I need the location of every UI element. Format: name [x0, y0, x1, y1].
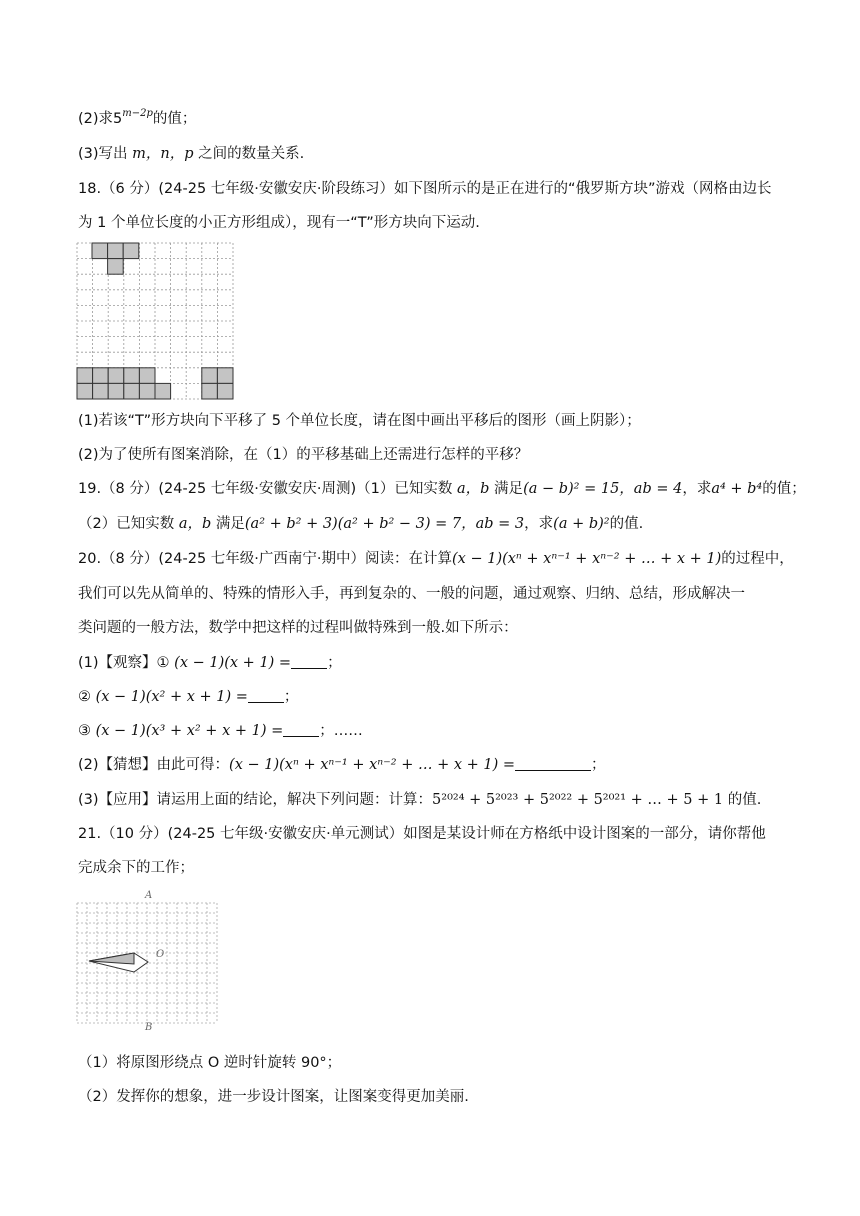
q20-observe-expr-1: (x − 1)(x + 1) =	[174, 655, 292, 671]
semicolon: ；	[327, 655, 342, 671]
filled-block	[202, 368, 218, 384]
q17-item3-post: 之间的数量关系.	[193, 146, 305, 162]
answer-blank	[291, 654, 327, 669]
q19-l2-expression: (a + b)²	[553, 516, 610, 532]
filled-block	[217, 368, 233, 384]
q20-line2: 我们可以先从简单的、特殊的情形入手，再到复杂的、一般的问题，通过观察、归纳、总结，形成解决一	[78, 586, 745, 602]
q19-l2-vars: a，b	[178, 516, 212, 532]
q21-sub1: （1）将原图形绕点 O 逆时针旋转 90°；	[78, 1055, 342, 1071]
q19-l1-vars: a，b	[457, 481, 490, 497]
filled-block	[124, 368, 140, 384]
q20-apply-text-a: (3)【应用】请运用上面的结论，解决下列问题：计算：	[78, 792, 433, 808]
q17-item3-pre: (3)写出	[78, 146, 133, 162]
q17-item2-exponent: m−2p	[122, 108, 153, 119]
q21-stem-line2: 完成余下的工作；	[78, 860, 194, 876]
q20-l1-text-b: 的过程中，	[721, 551, 794, 567]
q18-sub1: (1)若该“T”形方块向下平移了 5 个单位长度，请在图中画出平移后的图形（画上阴影）；	[78, 413, 641, 429]
q20-l1-text-a: 20.（8 分）(24-25 七年级·广西南宁·期中）阅读：在计算	[78, 551, 453, 567]
q17-item3-vars: m，n，p	[132, 146, 194, 162]
q19-l2-text-a: （2）已知实数	[78, 516, 179, 532]
q19-l1-text-b: 满足	[489, 481, 524, 497]
q20-apply-expression: 5²⁰²⁴ + 5²⁰²³ + 5²⁰²² + 5²⁰²¹ + … + 5 + 1	[432, 792, 724, 808]
q21-sub2: （2）发挥你的想象，进一步设计图案，让图案变得更加美丽.	[78, 1089, 469, 1105]
kite-shape	[89, 953, 148, 972]
filled-block	[155, 383, 171, 399]
q21-stem-line1: 21.（10 分）(24-25 七年级·安徽安庆·单元测试）如图是某设计师在方格纸中设计图案的一部分，请你帮他	[78, 826, 766, 842]
label-b: B	[145, 1022, 153, 1033]
q20-line1	[78, 549, 794, 569]
q20-observe-2	[78, 687, 298, 707]
q17-item2-post: 的值；	[152, 111, 197, 127]
answer-blank	[515, 756, 591, 771]
q20-observe-expr-2: (x − 1)(x² + x + 1) =	[95, 689, 248, 705]
answer-blank	[248, 688, 284, 703]
q20-l1-expression: (x − 1)(xⁿ + xⁿ⁻¹ + xⁿ⁻² + … + x + 1)	[452, 551, 722, 567]
filled-block	[139, 383, 155, 399]
label-o: O	[156, 949, 165, 960]
q19-line1	[78, 479, 806, 499]
q20-line3: 类问题的一般方法，数学中把这样的过程叫做特殊到一般.如下所示：	[78, 620, 518, 636]
semicolon: ；	[283, 689, 299, 705]
q19-l1-text-c: ，求	[682, 481, 712, 497]
q20-guess	[78, 755, 606, 775]
filled-block	[93, 383, 109, 399]
q19-l1-equation: (a − b)² = 15，ab = 4	[523, 481, 683, 497]
design-grid-figure	[76, 902, 222, 1024]
q19-l2-text-b: 满足	[211, 516, 245, 532]
q18-sub2: (2)为了使所有图案消除，在（1）的平移基础上还需进行怎样的平移？	[78, 447, 529, 463]
q17-item3	[78, 144, 304, 164]
filled-block	[139, 368, 155, 384]
q19-line2	[78, 514, 643, 534]
t-shape-block	[92, 243, 139, 274]
q20-observe-3	[78, 721, 363, 741]
q18-stem-line1: 18.（6 分）(24-25 七年级·安徽安庆·阶段练习）如下图所示的是正在进行的“俄罗斯方块”游戏（网格由边长	[78, 181, 772, 197]
tetris-grid-figure	[76, 242, 236, 400]
filled-block	[77, 383, 93, 399]
filled-block	[93, 368, 109, 384]
q17-item2-pre: (2)求5	[78, 111, 123, 127]
q20-guess-label: (2)【猜想】由此可得：	[78, 757, 230, 773]
q19-l1-text-d: 的值；	[762, 481, 806, 497]
q17-item2	[78, 109, 196, 129]
q19-l2-text-d: 的值.	[609, 516, 644, 532]
filled-block	[77, 368, 93, 384]
q19-l2-text-c: ，求	[524, 516, 554, 532]
q19-l1-expression: a⁴ + b⁴	[711, 481, 763, 497]
q18-stem-line2: 为 1 个单位长度的小正方形组成），现有一“T”形方块向下运动.	[78, 215, 480, 231]
filled-block	[217, 383, 233, 399]
filled-block	[108, 368, 124, 384]
q20-observe-3-label: ③	[78, 723, 96, 739]
q20-observe-1	[78, 653, 342, 673]
q20-observe-2-label: ②	[78, 689, 96, 705]
label-a: A	[145, 890, 153, 901]
filled-block	[124, 383, 140, 399]
bottom-rows-blocks	[77, 368, 233, 399]
q19-l1-text-a: 19.（8 分）(24-25 七年级·安徽安庆·周测)（1）已知实数	[78, 481, 458, 497]
answer-blank	[283, 722, 319, 737]
semicolon: ；	[591, 757, 606, 773]
filled-block	[108, 383, 124, 399]
q20-guess-expression: (x − 1)(xⁿ + xⁿ⁻¹ + xⁿ⁻² + … + x + 1) =	[229, 757, 516, 773]
ellipsis: ；……	[319, 723, 363, 739]
q20-observe-expr-3: (x − 1)(x³ + x² + x + 1) =	[95, 723, 284, 739]
q20-apply	[78, 790, 761, 810]
filled-block	[202, 383, 218, 399]
q19-l2-equation: (a² + b² + 3)(a² + b² − 3) = 7，ab = 3	[244, 516, 525, 532]
q20-apply-text-b: 的值.	[723, 792, 762, 808]
q20-observe-label: (1)【观察】①	[78, 655, 175, 671]
